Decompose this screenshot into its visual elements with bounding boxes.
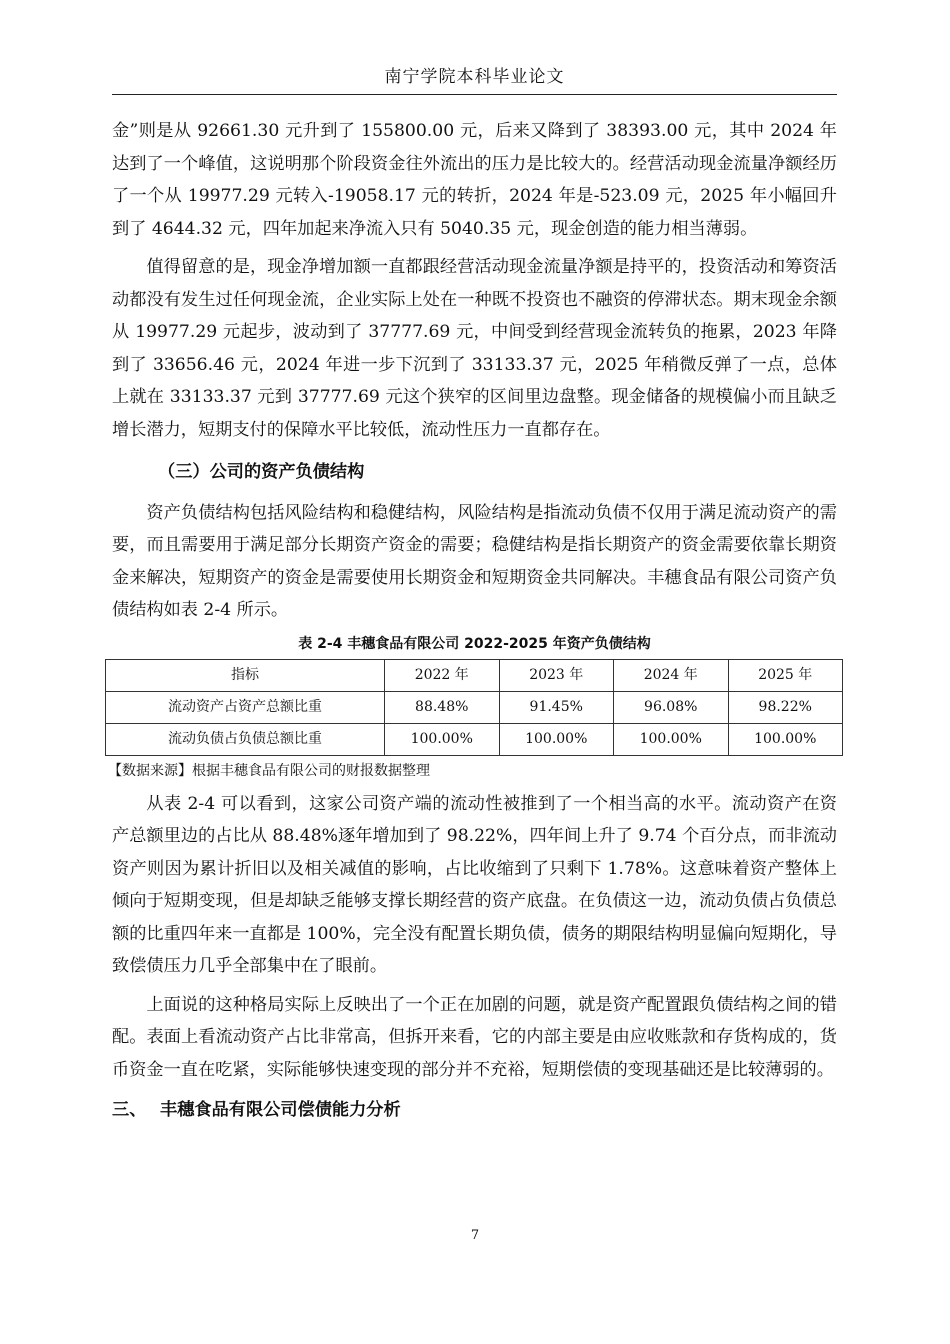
paragraph-3: 资产负债结构包括风险结构和稳健结构，风险结构是指流动负债不仅用于满足流动资产的需要，而且需要用于满足部分长期资产资金的需要；稳健结构是指长期资产的资金需要依靠长期资金来解决，短期资产的资金是需要使用长期资金和短期资金共同解决。丰穗食品有限公司资产负债结构如表 2-4 所示。 (112, 502, 837, 620)
table-header-row (106, 659, 843, 691)
table-cell: 98.22% (728, 691, 843, 723)
chapter-heading (112, 1094, 837, 1127)
table-cell: 流动负债占负债总额比重 (106, 723, 385, 755)
table-cell: 88.48% (385, 691, 500, 723)
table-cell: 91.45% (499, 691, 614, 723)
table-caption: 表 2-4 丰穗食品有限公司 2022-2025 年资产负债结构 (298, 635, 651, 652)
asset-liability-table (105, 659, 843, 756)
table-header-cell: 2023 年 (499, 659, 614, 691)
table-cell: 100.00% (499, 723, 614, 755)
table-cell: 流动资产占资产总额比重 (106, 691, 385, 723)
paragraph-5: 上面说的这种格局实际上反映出了一个正在加剧的问题，就是资产配置跟负债结构之间的错配。表面上看流动资产占比非常高，但拆开来看，它的内部主要是由应收账款和存货构成的，货币资金一直在吃紧，实际能够快速变现的部分并不充裕，短期偿债的变现基础还是比较薄弱的。 (112, 994, 837, 1080)
table-source-note: 【数据来源】根据丰穗食品有限公司的财报数据整理 (108, 762, 430, 779)
table-cell: 100.00% (385, 723, 500, 755)
paragraph-4: 从表 2-4 可以看到，这家公司资产端的流动性被推到了一个相当高的水平。流动资产在资产总额里边的占比从 88.48%逐年增加到了 98.22%，四年间上升了 9.74 个百分点，而非流动资产则因为累计折旧以及相关减值的影响，占比收缩到了只剩下 1.78%。这意味着资产整体上倾向于短期变现，但是却缺乏能够支撑长期经营的资产底盘。在负债这一边，流动负债占负债总额的比重四年来一直都是 100%，完全没有配置长期负债，债务的期限结构明显偏向短期化，导致偿债压力几乎全部集中在了眼前。 (112, 793, 837, 976)
paragraph-1: 金”则是从 92661.30 元升到了 155800.00 元，后来又降到了 38393.00 元，其中 2024 年达到了一个峰值，这说明那个阶段资金往外流出的压力是比较大的。经营活动现金流量净额经历了一个从 19977.29 元转入-19058.17 元的转折，2024 年是-523.09 元，2025 年小幅回升到了 4644.32 元，四年加起来净流入只有 5040.35 元，现金创造的能力相当薄弱。 (112, 121, 837, 239)
table-header-cell: 指标 (106, 659, 385, 691)
running-header (112, 62, 837, 95)
table-row (106, 691, 843, 723)
table-header-cell: 2022 年 (385, 659, 500, 691)
table-header-cell: 2025 年 (728, 659, 843, 691)
paragraph-2: 值得留意的是，现金净增加额一直都跟经营活动现金流量净额是持平的，投资活动和筹资活动都没有发生过任何现金流，企业实际上处在一种既不投资也不融资的停滞状态。期末现金余额从 19977.29 元起步，波动到了 37777.69 元，中间受到经营现金流转负的拖累，2023 年降到了 33656.46 元，2024 年进一步下沉到了 33133.37 元，2025 年稍微反弹了一点，总体上就在 33133.37 元到 37777.69 元这个狭窄的区间里边盘整。现金储备的规模偏小而且缺乏增长潜力，短期支付的保障水平比较低，流动性压力一直都存在。 (112, 257, 837, 440)
table-cell: 100.00% (614, 723, 729, 755)
page-body (108, 115, 837, 1127)
section-heading: （三）公司的资产负债结构 (158, 462, 365, 482)
chapter-heading-number: 三、 (112, 1100, 147, 1120)
header-title: 南宁学院本科毕业论文 (384, 67, 565, 87)
table-header-cell: 2024 年 (614, 659, 729, 691)
table-cell: 96.08% (614, 691, 729, 723)
page-number: 7 (470, 1228, 480, 1243)
table-cell: 100.00% (728, 723, 843, 755)
chapter-heading-title: 丰穗食品有限公司偿债能力分析 (160, 1100, 401, 1120)
table-row (106, 723, 843, 755)
